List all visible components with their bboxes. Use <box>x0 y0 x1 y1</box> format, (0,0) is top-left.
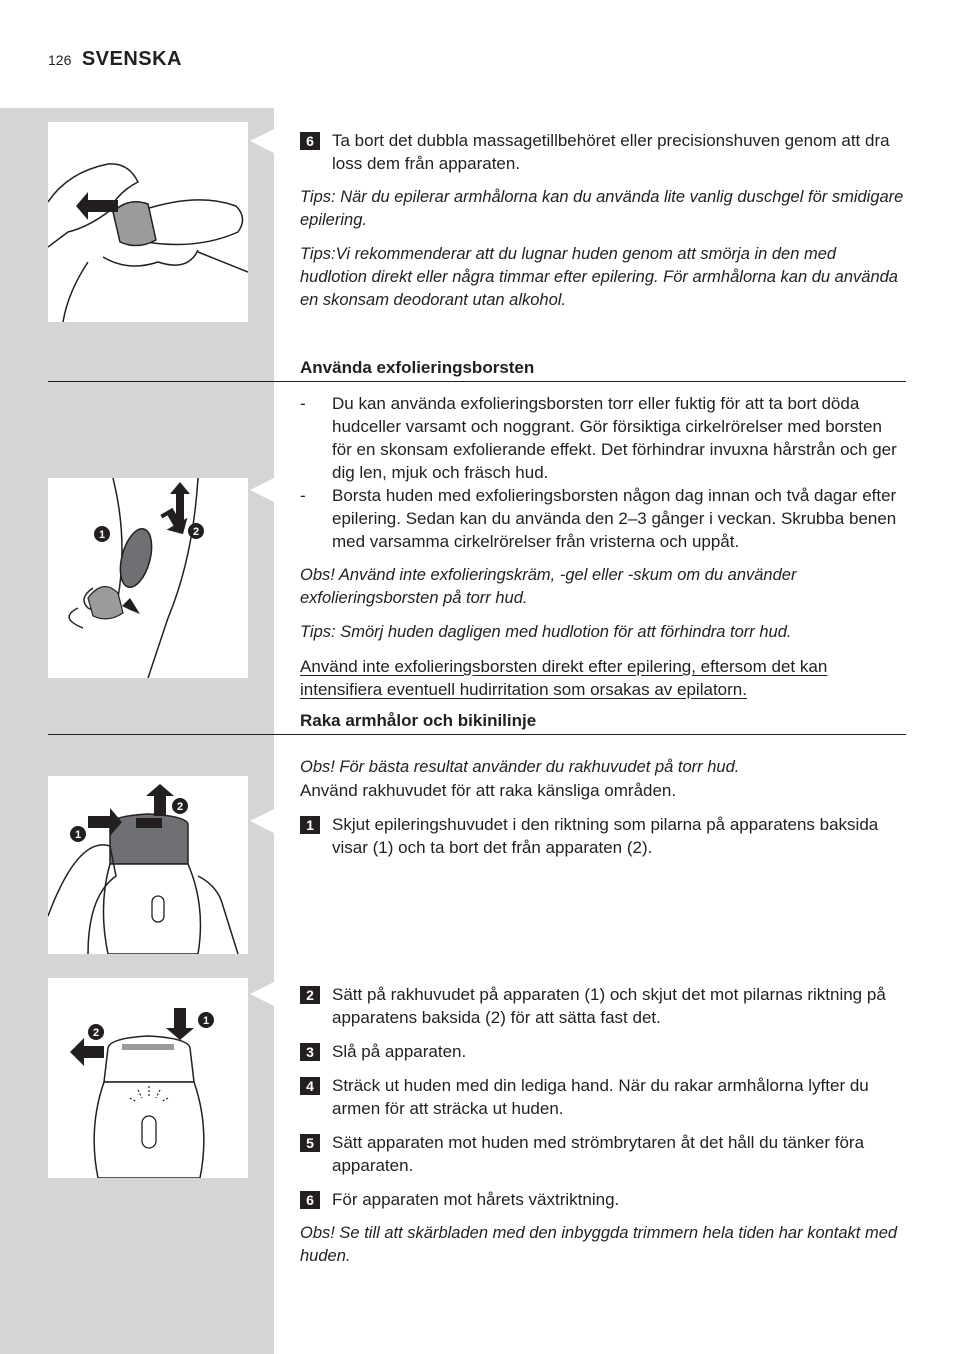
step-number: 5 <box>300 1134 320 1152</box>
bullet-text: Du kan använda exfolieringsborsten torr eller fuktig för att ta bort döda hudceller varsamt och noggrant. Gör försiktiga cirkelrörelser med borsten för en skonsam exfolierande effekt. Det förhindrar invuxna hårstrån och ger dig len, mjuk och fräsch hud. <box>332 394 897 482</box>
section3-text-b <box>300 983 906 1279</box>
step-number: 6 <box>300 132 320 150</box>
step-text: Ta bort det dubbla massagetillbehöret eller precisionshuven genom att dra loss dem från apparaten. <box>332 131 890 173</box>
page-header <box>48 48 182 71</box>
rule-shaving <box>48 734 906 735</box>
attach-shaver-drawing <box>48 978 248 1178</box>
fig2-label-1: 1 <box>98 529 106 541</box>
fig3-label-2: 2 <box>176 801 184 813</box>
step-text: Sträck ut huden med din lediga hand. När du rakar armhålorna lyfter du armen för att sträcka ut huden. <box>332 1076 869 1118</box>
tip-dry-skin: Tips: Smörj huden dagligen med hudlotion för att förhindra torr hud. <box>300 623 792 641</box>
bullet-text: Borsta huden med exfolieringsborsten någon dag innan och två dagar efter epilering. Sedan kan du använda den 2–3 gånger i veckan. Skrubba benen med varsamma cirkelrörelser från vristerna och uppåt. <box>332 486 897 551</box>
section2-text <box>300 392 906 712</box>
step-text: Skjut epileringshuvudet i den riktning som pilarna på apparatens baksida visar (1) och ta bort det från apparaten (2). <box>332 815 879 857</box>
step-text: Slå på apparaten. <box>332 1042 467 1061</box>
obs-exfoliation: Obs! Använd inte exfolieringskräm, -gel eller -skum om du använder exfolieringsborsten på torr hud. <box>300 566 797 607</box>
step-6-remove <box>300 129 906 175</box>
obs-blades: Obs! Se till att skärbladen med den inbyggda trimmern hela tiden har kontakt med huden. <box>300 1224 898 1265</box>
pointer-2 <box>250 478 274 502</box>
fig2-label-2: 2 <box>192 526 200 538</box>
warning-text: Använd inte exfolieringsborsten direkt efter epilering, eftersom det kan intensifiera eventuell hudirritation som orsakas av epilatorn. <box>300 657 828 699</box>
step-number: 4 <box>300 1077 320 1095</box>
heading-exfoliation: Använda exfolieringsborsten <box>300 358 535 377</box>
fig4-label-2: 2 <box>92 1027 100 1039</box>
step-2 <box>300 983 906 1029</box>
fig3-label-1: 1 <box>74 829 82 841</box>
tip-lotion: Tips:Vi rekommenderar att du lugnar huden genom att smörja in den med hudlotion direkt eller några timmar efter epilering. För armhålorna kan du använda en skonsam deodorant utan alkohol. <box>300 245 898 309</box>
step-1 <box>300 813 906 859</box>
step-4 <box>300 1074 906 1120</box>
pointer-3 <box>250 809 274 833</box>
remove-head-drawing <box>48 776 248 954</box>
hands-epilator-drawing <box>48 122 248 322</box>
tip-shower-gel: Tips: När du epilerar armhålorna kan du använda lite vanlig duschgel för smidigare epilering. <box>300 188 904 229</box>
fig4-label-1: 1 <box>202 1015 210 1027</box>
rule-exfoliation <box>48 381 906 382</box>
pointer-1 <box>250 129 274 153</box>
step-text: Sätt på rakhuvudet på apparaten (1) och skjut det mot pilarnas riktning på apparatens baksida (2) för att sätta fast det. <box>332 985 886 1027</box>
step-5 <box>300 1131 906 1177</box>
step-6 <box>300 1188 906 1211</box>
illustration-remove-head <box>48 776 248 954</box>
illustration-remove-attachment <box>48 122 248 322</box>
illustration-attach-shaver <box>48 978 248 1178</box>
bullet-item: - Borsta huden med exfolieringsborsten någon dag innan och två dagar efter epilering. Sedan kan du använda den 2–3 gånger i veckan. Skrubba benen med varsamma cirkelrörelser från vristerna och uppåt. <box>300 484 906 553</box>
section1-text <box>300 129 906 323</box>
heading-shaving: Raka armhålor och bikinilinje <box>300 711 537 730</box>
step-text: Sätt apparaten mot huden med strömbrytaren åt det håll du tänker föra apparaten. <box>332 1133 865 1175</box>
step-number: 2 <box>300 986 320 1004</box>
step-text: För apparaten mot hårets växtriktning. <box>332 1190 620 1209</box>
step-number: 1 <box>300 816 320 834</box>
language-title: SVENSKA <box>81 48 183 70</box>
intro-text: Använd rakhuvudet för att raka känsliga områden. <box>300 781 677 800</box>
page-number: 126 <box>48 51 72 68</box>
leg-brush-drawing <box>48 478 248 678</box>
step-number: 6 <box>300 1191 320 1209</box>
illustration-exfoliation-brush <box>48 478 248 678</box>
pointer-4 <box>250 982 274 1006</box>
bullet-item: - Du kan använda exfolieringsborsten torr eller fuktig för att ta bort döda hudceller varsamt och noggrant. Gör försiktiga cirkelrörelser med borsten för en skonsam exfolierande effekt. Det förhindrar invuxna hårstrån och ger dig len, mjuk och fräsch hud. <box>300 392 906 484</box>
step-number: 3 <box>300 1043 320 1061</box>
step-3 <box>300 1040 906 1063</box>
obs-dry-skin: Obs! För bästa resultat använder du rakhuvudet på torr hud. <box>300 758 740 776</box>
section3-text-a <box>300 756 906 870</box>
